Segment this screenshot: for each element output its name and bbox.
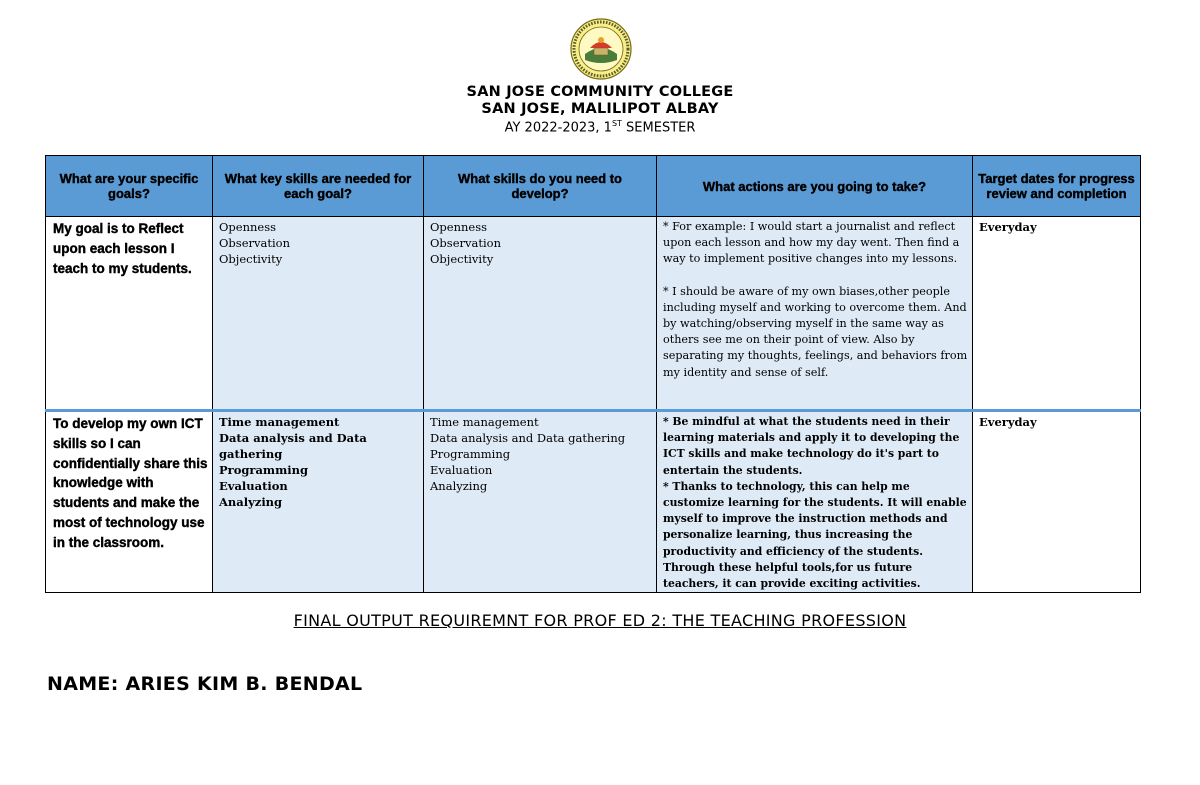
academic-year: AY 2022-2023, 1ST SEMESTER <box>504 119 696 136</box>
action-paragraph: * I should be aware of my own biases,other people including myself and working to overcome them. And by watching/observing myself in the same way as others see me on their point of view. Also by separating my thoughts, feelings, and behaviors from my identity and sense of self. <box>663 284 968 379</box>
table-row <box>46 217 1141 411</box>
develop-skills-cell <box>424 411 657 593</box>
list-item: Data analysis and Data gathering <box>430 431 626 445</box>
list-item: Observation <box>430 236 501 250</box>
list-item: Time management <box>219 415 340 429</box>
list-item: Data analysis and Data gathering <box>219 431 367 461</box>
action-paragraph: * Be mindful at what the students need in their learning materials and apply it to developing the ICT skills and make technology do it's part to entertain the students. <box>663 415 960 477</box>
student-name: NAME: ARIES KIM B. BENDAL <box>47 673 363 695</box>
college-name: SAN JOSE COMMUNITY COLLEGE <box>466 84 734 100</box>
requirement-title: FINAL OUTPUT REQUIREMNT FOR PROF ED 2: THE TEACHING PROFESSION <box>293 611 907 630</box>
table-header-row <box>46 156 1141 217</box>
action-paragraph: * Thanks to technology, this can help me customize learning for the students. It will enable myself to improve the instruction methods and personalize learning, thus increasing the productivity and efficiency of the students. Through these helpful tools,for us future teachers, it can provide exciting activities. <box>663 479 967 591</box>
list-item: Openness <box>219 220 277 234</box>
college-address: SAN JOSE, MALILIPOT ALBAY <box>481 101 719 117</box>
develop-skills-cell <box>424 217 657 411</box>
header-target-dates: Target dates for progress review and completion <box>973 156 1141 217</box>
list-item: Evaluation <box>430 463 493 477</box>
list-item: Objectivity <box>219 252 283 266</box>
key-skills-cell <box>213 411 424 593</box>
header-key-skills: What key skills are needed for each goal? <box>213 156 424 217</box>
goals-table <box>45 155 1141 593</box>
action-paragraph: * For example: I would start a journalist and reflect upon each lesson and how my day went. Then find a way to implement positive changes into my lessons. <box>663 220 960 266</box>
goal-cell: My goal is to Reflect upon each lesson I teach to my students. <box>46 217 213 411</box>
key-skills-cell <box>213 217 424 411</box>
target-date-cell: Everyday <box>973 411 1141 593</box>
table-row <box>46 411 1141 593</box>
header-actions: What actions are you going to take? <box>657 156 973 217</box>
list-item: Programming <box>430 447 511 461</box>
list-item: Time management <box>430 415 539 429</box>
target-date-cell: Everyday <box>973 217 1141 411</box>
list-item: Observation <box>219 236 290 250</box>
list-item: Programming <box>219 463 309 477</box>
college-seal-icon <box>570 18 632 80</box>
actions-cell <box>657 411 973 593</box>
list-item: Evaluation <box>219 479 288 493</box>
list-item: Analyzing <box>430 479 488 493</box>
list-item: Openness <box>430 220 488 234</box>
header-goals: What are your specific goals? <box>46 156 213 217</box>
list-item: Analyzing <box>219 495 283 509</box>
header-develop-skills: What skills do you need to develop? <box>424 156 657 217</box>
goal-cell: To develop my own ICT skills so I can confidentially share this knowledge with students and make the most of technology use in the classroom. <box>46 411 213 593</box>
actions-cell <box>657 217 973 411</box>
list-item: Objectivity <box>430 252 494 266</box>
